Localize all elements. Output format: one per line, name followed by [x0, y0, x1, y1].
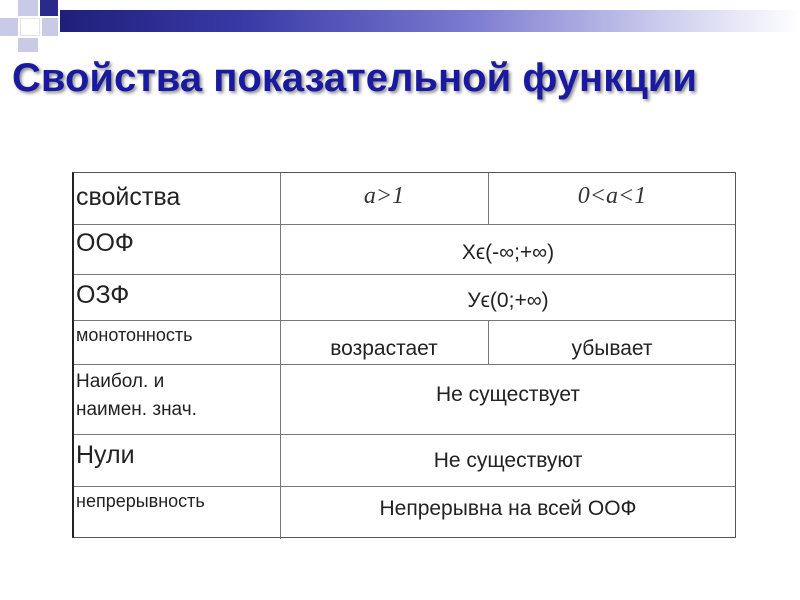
header-label-properties: свойства: [76, 183, 181, 211]
row-value-range: Уϵ(0;+∞): [467, 289, 549, 312]
column-divider: [280, 321, 281, 539]
row-value-decreasing: убывает: [571, 337, 653, 360]
table-row-range: [74, 275, 735, 321]
table-row-continuity: [74, 487, 735, 539]
decor-square: [20, 18, 40, 36]
row-value-increasing: возрастает: [330, 337, 438, 360]
header-band: [60, 10, 800, 32]
decor-square: [0, 18, 18, 36]
row-value-zeros: Не существуют: [433, 449, 583, 472]
decor-square: [42, 18, 58, 36]
column-divider: [488, 173, 489, 225]
header-col-a-gt-1: a>1: [363, 183, 405, 209]
decor-square: [18, 38, 38, 52]
header-col-a-between: 0<a<1: [577, 183, 647, 209]
row-label-zeros: Нули: [76, 441, 135, 469]
table-row-zeros: [74, 435, 735, 487]
table-row-domain: [74, 225, 735, 275]
slide-title: Свойства показательной функции: [12, 56, 697, 100]
column-divider: [488, 321, 489, 365]
row-label-extrema-line1: Наибол. и: [76, 371, 165, 392]
row-label-extrema-line2: наимен. знач.: [76, 399, 197, 420]
row-label-continuity: непрерывность: [76, 491, 205, 511]
row-label-domain: ООФ: [76, 229, 134, 257]
table-row-monotonicity: [74, 321, 735, 365]
table-row-extrema: [74, 365, 735, 435]
column-divider: [280, 173, 281, 321]
decor-square: [40, 0, 58, 16]
row-label-range: ОЗФ: [76, 281, 130, 309]
properties-table: [72, 172, 736, 538]
row-label-monotonicity: монотонность: [76, 325, 193, 345]
decor-square: [18, 0, 38, 16]
row-value-extrema: Не существует: [435, 383, 581, 406]
row-value-continuity: Непрерывна на всей ООФ: [379, 497, 637, 520]
row-value-domain: Хϵ(-∞;+∞): [461, 241, 555, 264]
table-header-row: [74, 173, 735, 225]
